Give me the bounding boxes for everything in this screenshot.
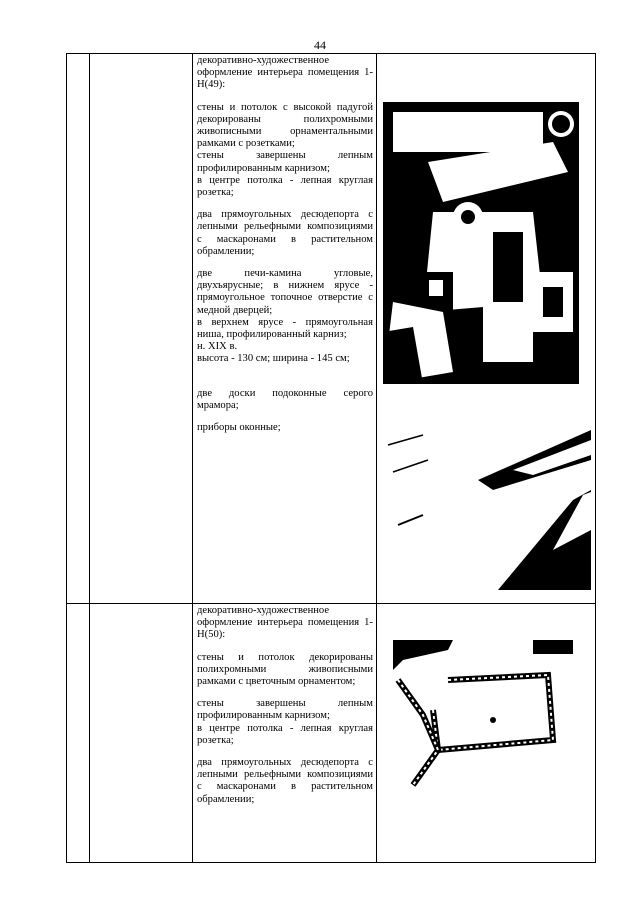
row2-heading: декоративно-художественное оформление интерьера помещения 1-Н(50):	[197, 605, 373, 641]
row1-text: стены завершены лепным профилированным карнизом;	[197, 150, 373, 174]
table-top-border	[66, 53, 595, 54]
page-number: 44	[314, 38, 326, 52]
row2-text: в центре потолка - лепная круглая розетка;	[197, 722, 373, 746]
row1-text: приборы оконные;	[197, 422, 281, 434]
table-right-border	[595, 53, 596, 863]
row1-text: в верхнем ярусе - прямоугольная ниша, профилированный карниз;	[197, 316, 373, 341]
row-separator	[66, 603, 595, 604]
column-divider-1	[89, 53, 90, 863]
table-bottom-border	[66, 862, 595, 863]
row1-text: две доски подоконные серого мрамора;	[197, 387, 373, 411]
interior-photo	[383, 102, 579, 384]
row1-description	[197, 55, 373, 434]
row1-text: две печи-камина угловые, двухъярусные; в нижнем ярусе - прямоугольное топочное отверстие с медной дверцей;	[197, 268, 373, 316]
row1-text: стены и потолок с высокой падугой декорированы полихромными живописными орнаментальными рамками с розетками;	[197, 101, 373, 150]
ceiling-photo	[393, 640, 593, 800]
column-divider-3	[376, 53, 377, 863]
row1-heading: декоративно-художественное оформление интерьера помещения 1-Н(49):	[197, 55, 373, 91]
row1-text: в центре потолка - лепная круглая розетка;	[197, 174, 373, 199]
row2-text: стены и потолок декорированы полихромными живописными рамками с цветочным орнаментом;	[197, 651, 373, 688]
table-left-border	[66, 53, 67, 863]
row1-text: два прямоугольных десюдепорта с лепными рельефными композициями с маскаронами в растительном обрамлении;	[197, 209, 373, 257]
row2-text: два прямоугольных десюдепорта с лепными рельефными композициями с маскаронами в растительном обрамлении;	[197, 757, 373, 805]
row1-text: н. XIX в.	[197, 341, 238, 353]
column-divider-2	[192, 53, 193, 863]
row2-text: стены завершены лепным профилированным карнизом;	[197, 698, 373, 722]
row1-text: высота - 130 см; ширина - 145 см;	[197, 353, 350, 365]
row2-description	[197, 605, 373, 806]
window-sill-photo	[383, 430, 591, 590]
